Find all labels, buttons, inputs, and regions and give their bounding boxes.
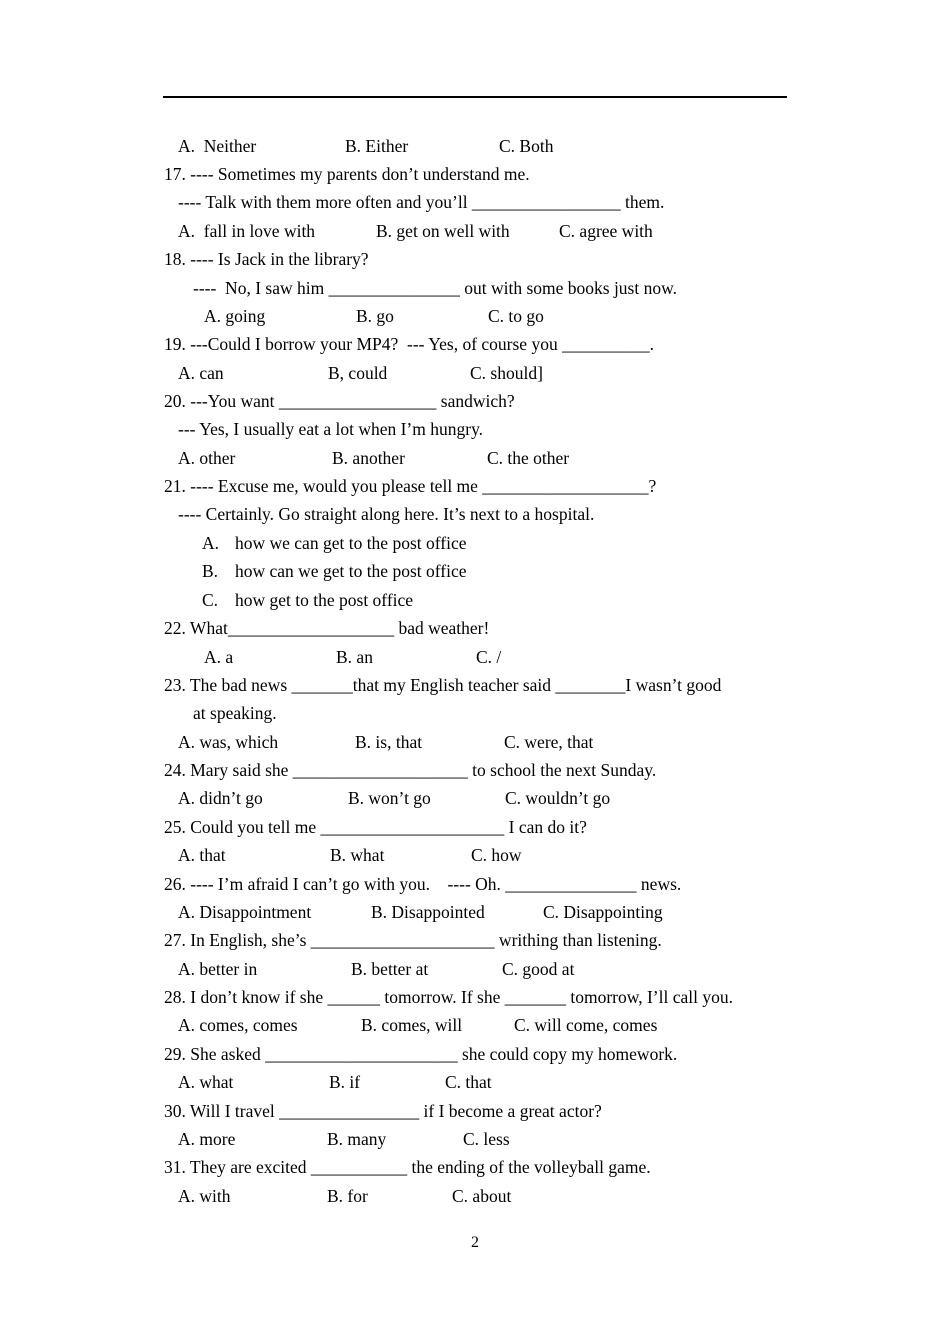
question-25: 25. Could you tell me _____________________ I can do it?: [164, 817, 587, 837]
option-27-c: C. good at: [502, 959, 575, 979]
question-27: 27. In English, she’s _____________________ writhing than listening.: [164, 930, 662, 950]
option-31-c: C. about: [452, 1186, 512, 1206]
option-26-c: C. Disappointing: [543, 902, 663, 922]
option-16-b: B. Either: [345, 136, 409, 156]
option-26-a: A. Disappointment: [178, 902, 312, 922]
option-23-a: A. was, which: [178, 732, 279, 752]
question-23: 23. The bad news _______that my English teacher said ________I wasn’t good: [164, 675, 722, 695]
question-21: 21. ---- Excuse me, would you please tell me ___________________?: [164, 476, 657, 496]
option-19-a: A. can: [178, 363, 224, 383]
question-21-reply: ---- Certainly. Go straight along here. It’s next to a hospital.: [178, 504, 595, 524]
option-31-b: B. for: [327, 1186, 368, 1206]
question-30: 30. Will I travel ________________ if I become a great actor?: [164, 1101, 602, 1121]
option-24-c: C. wouldn’t go: [505, 788, 611, 808]
option-25-c: C. how: [471, 845, 522, 865]
question-18: 18. ---- Is Jack in the library?: [164, 249, 369, 269]
question-20-reply: --- Yes, I usually eat a lot when I’m hungry.: [178, 419, 484, 439]
option-21-a-letter: A.: [202, 533, 220, 553]
option-27-b: B. better at: [351, 959, 429, 979]
option-16-a: A. Neither: [178, 136, 257, 156]
option-22-a: A. a: [204, 647, 234, 667]
option-22-c: C. /: [476, 647, 502, 667]
question-20: 20. ---You want __________________ sandwich?: [164, 391, 515, 411]
header-rule: [163, 96, 787, 98]
question-31: 31. They are excited ___________ the ending of the volleyball game.: [164, 1157, 651, 1177]
option-27-a: A. better in: [178, 959, 258, 979]
question-24: 24. Mary said she ____________________ to school the next Sunday.: [164, 760, 657, 780]
option-17-c: C. agree with: [559, 221, 653, 241]
question-19: 19. ---Could I borrow your MP4? --- Yes, of course you __________.: [164, 334, 654, 354]
option-28-a: A. comes, comes: [178, 1015, 298, 1035]
question-29: 29. She asked ______________________ she could copy my homework.: [164, 1044, 678, 1064]
option-30-a: A. more: [178, 1129, 236, 1149]
option-20-b: B. another: [332, 448, 405, 468]
question-26: 26. ---- I’m afraid I can’t go with you. ---- Oh. _______________ news.: [164, 874, 682, 894]
option-17-b: B. get on well with: [376, 221, 510, 241]
option-23-b: B. is, that: [355, 732, 423, 752]
option-21-c-letter: C.: [202, 590, 219, 610]
option-28-c: C. will come, comes: [514, 1015, 658, 1035]
question-17-reply: ---- Talk with them more often and you’ll _________________ them.: [178, 192, 665, 212]
option-22-b: B. an: [336, 647, 373, 667]
question-18-reply: ---- No, I saw him _______________ out with some books just now.: [193, 278, 677, 298]
option-19-b: B, could: [328, 363, 388, 383]
option-21-b-letter: B.: [202, 561, 219, 581]
option-29-a: A. what: [178, 1072, 234, 1092]
option-24-a: A. didn’t go: [178, 788, 263, 808]
option-30-c: C. less: [463, 1129, 510, 1149]
option-21-b-text: how can we get to the post office: [235, 561, 467, 581]
page-number: 2: [471, 1234, 479, 1251]
question-23-cont: at speaking.: [193, 703, 277, 723]
option-28-b: B. comes, will: [361, 1015, 463, 1035]
option-20-c: C. the other: [487, 448, 570, 468]
option-24-b: B. won’t go: [348, 788, 431, 808]
option-31-a: A. with: [178, 1186, 231, 1206]
question-22: 22. What___________________ bad weather!: [164, 618, 490, 638]
option-21-a-text: how we can get to the post office: [235, 533, 467, 553]
option-19-c: C. should]: [470, 363, 543, 383]
option-18-b: B. go: [356, 306, 394, 326]
option-29-b: B. if: [329, 1072, 361, 1092]
option-29-c: C. that: [445, 1072, 492, 1092]
option-25-a: A. that: [178, 845, 226, 865]
option-26-b: B. Disappointed: [371, 902, 485, 922]
question-28: 28. I don’t know if she ______ tomorrow. If she _______ tomorrow, I’ll call you.: [164, 987, 733, 1007]
option-20-a: A. other: [178, 448, 236, 468]
question-17: 17. ---- Sometimes my parents don’t understand me.: [164, 164, 530, 184]
option-23-c: C. were, that: [504, 732, 594, 752]
option-21-c-text: how get to the post office: [235, 590, 414, 610]
option-17-a: A. fall in love with: [178, 221, 316, 241]
option-18-a: A. going: [204, 306, 266, 326]
option-30-b: B. many: [327, 1129, 387, 1149]
option-18-c: C. to go: [488, 306, 544, 326]
option-16-c: C. Both: [499, 136, 554, 156]
option-25-b: B. what: [330, 845, 385, 865]
